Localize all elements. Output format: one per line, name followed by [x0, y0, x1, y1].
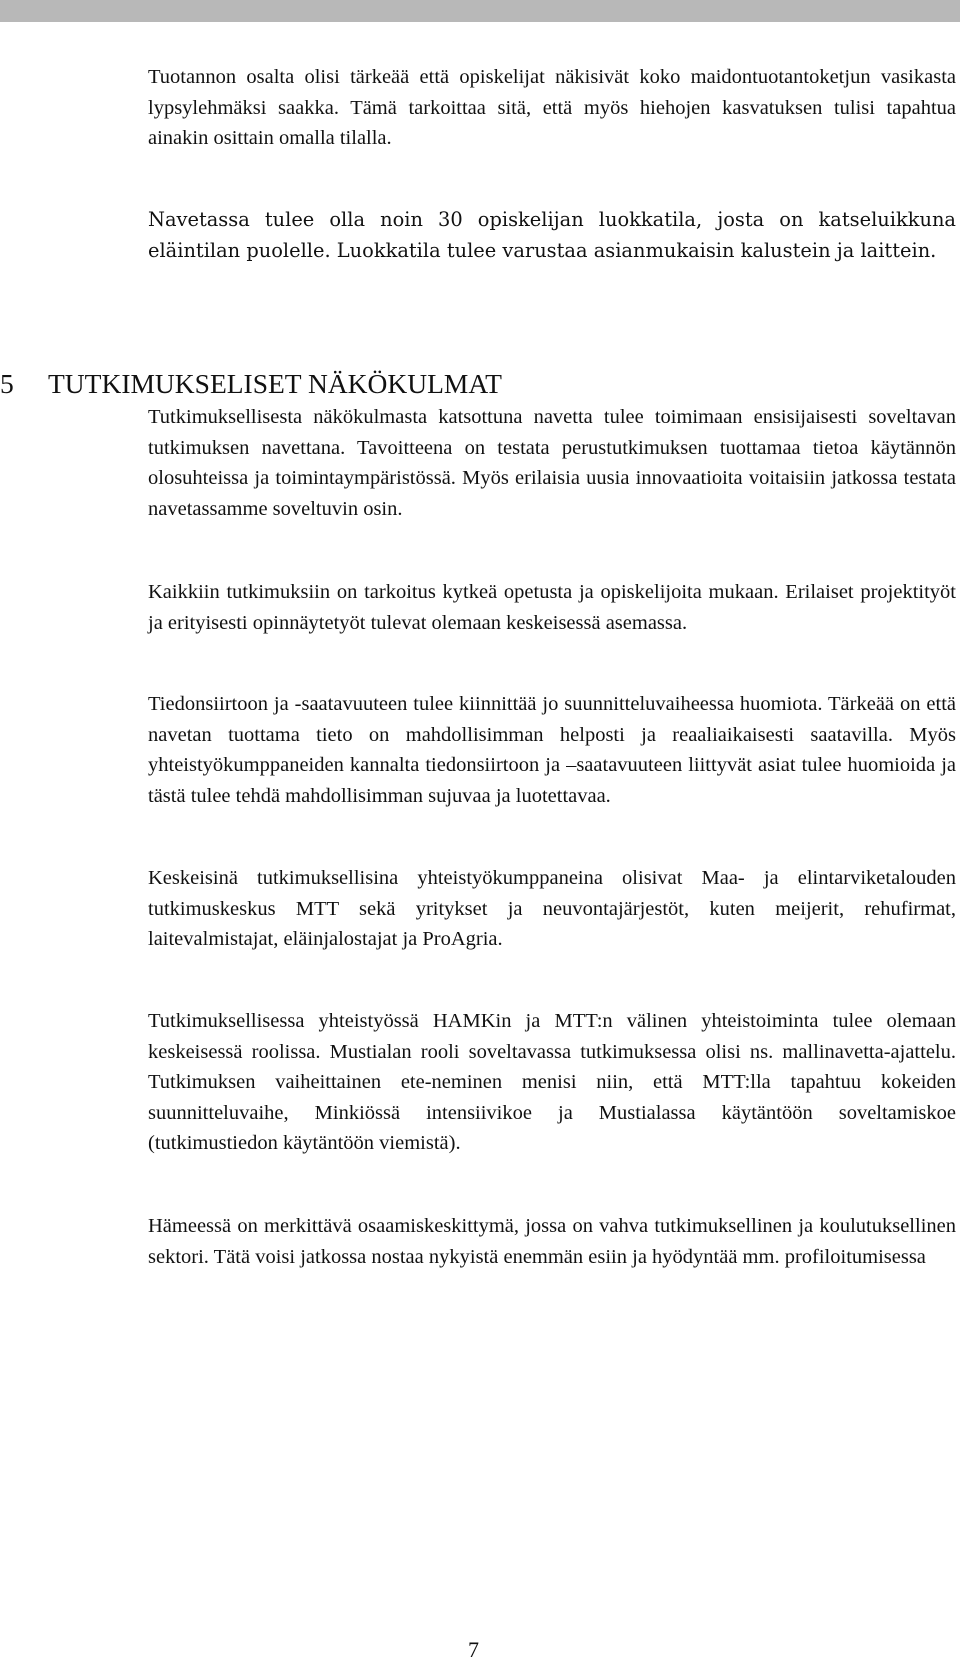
paragraph-hame-competence: Hämeessä on merkittävä osaamiskeskittymä, jossa on vahva tutkimuksellinen ja koulutuksellinen sektori. Tätä voisi jatkossa nostaa nykyistä enemmän esiin ja hyödyntää mm. profiloitumisessa [148, 1215, 956, 1268]
paragraph-research-perspective: Tutkimuksellisesta näkökulmasta katsottuna navetta tulee toimimaan ensisijaisesti soveltavan tutkimuksen navettana. Tavoitteena on testata perustutkimuksen tuottamaa tietoa käytännön olosuhteissa ja toimintaympäristössä. Myös erilaisia uusia innovaatioita voitaisiin jatkossa testata navetassamme soveltuvin osin. [148, 406, 956, 520]
paragraph-research-partners: Keskeisinä tutkimuksellisina yhteistyökumppaneina olisivat Maa- ja elintarviketalouden tutkimuskeskus MTT sekä yritykset ja neuvontajärjestöt, kuten meijerit, rehufirmat, laitevalmistajat, eläinjalostajat ja ProAgria. [148, 867, 956, 951]
section-number: 5 [0, 368, 14, 399]
section-title: TUTKIMUKSELISET NÄKÖKULMAT [48, 368, 502, 399]
paragraph-dairy-production-chain: Tuotannon osalta olisi tärkeää että opiskelijat näkisivät koko maidontuotantoketjun vasikasta lypsylehmäksi saakka. Tämä tarkoittaa sitä, että myös hiehojen kasvatuksen tulisi tapahtua ainakin osittain omalla tilalla. [148, 66, 956, 150]
paragraph-hamk-mtt-cooperation: Tutkimuksellisessa yhteistyössä HAMKin ja MTT:n välinen yhteistoiminta tulee olemaan keskeisessä roolissa. Mustialan rooli soveltavassa tutkimuksessa olisi ns. mallinavetta-ajattelu. Tutkimuksen vaiheittainen ete-neminen menisi niin, että MTT:lla tapahtuu kokeiden suunnitteluvaihe, Minkiössä intensiivikoe ja Mustialassa käytäntöön soveltamiskoe (tutkimustiedon käytäntöön viemistä). [148, 1010, 956, 1155]
paragraph-data-transfer: Tiedonsiirtoon ja -saatavuuteen tulee kiinnittää jo suunnitteluvaiheessa huomiota. Tärkeää on että navetan tuottama tieto on mahdollisimman helposti ja reaaliaikaisesti saatavilla. Myös yhteistyökumppaneiden kannalta tiedonsiirtoon ja –saatavuuteen liittyvät asiat tulee huomioida ja tästä tulee tehdä mahdollisimman sujuvaa ja luotettavaa. [148, 693, 956, 807]
paragraph-classroom: Navetassa tulee olla noin 30 opiskelijan luokkatila, josta on katseluikkuna eläintilan puolelle. Luokkatila tulee varustaa asianmukaisin kalustein ja laittein. [148, 208, 956, 262]
page-number: 7 [468, 1637, 479, 1662]
paragraph-teaching-students: Kaikkiin tutkimuksiin on tarkoitus kytkeä opetusta ja opiskelijoita mukaan. Erilaiset projektityöt ja erityisesti opinnäytetyöt tulevat olemaan keskeisessä asemassa. [148, 581, 956, 634]
section-heading [0, 367, 502, 401]
